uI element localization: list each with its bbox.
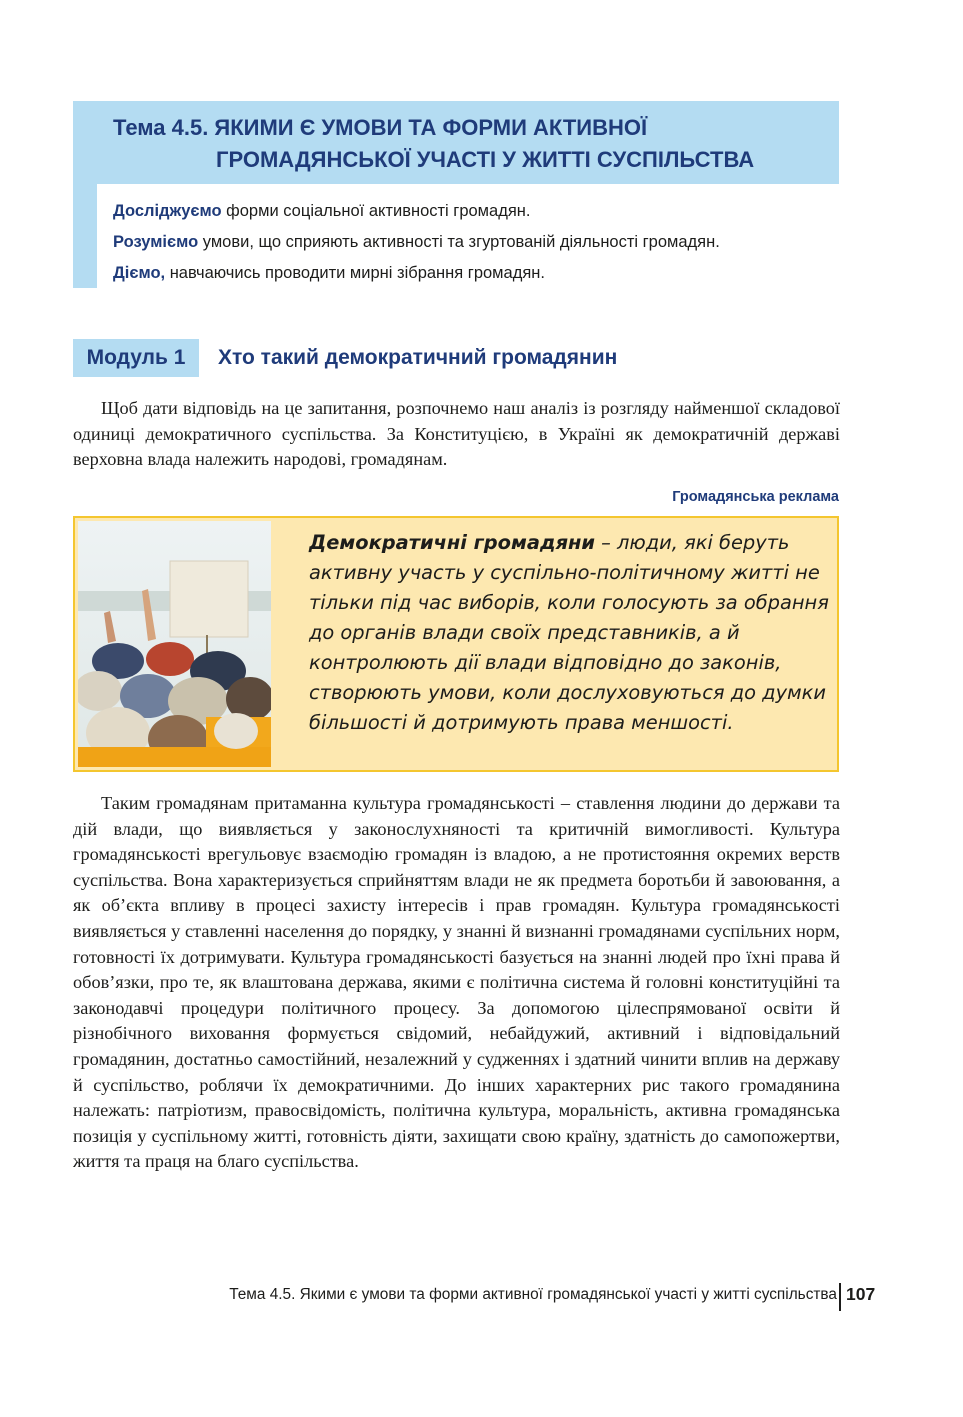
goal-item (113, 227, 853, 258)
ad-label: Громадянська реклама (672, 489, 839, 505)
goals-stripe (73, 184, 97, 288)
definition-text (309, 528, 829, 738)
main-paragraph: Таким громадянам притаманна культура громадянськості – ставлення людини до держави та дій влади, що виявляється у законослухняності та критичній вимогливості. Культура громадянськості врегульовує взаємодію громадян із владою, а не протистояння окремих верств суспільства. Вона характеризується сприйняттям влади не як предмета боротьби й завоювання, а як об’єкта впливу в процесі захисту інтересів і прав громадян. Культура громадянськості виявляється у ставленні населення до порядку, у знанні й визнанні громадянами суспільних норм, готовності їх дотримувати. Культура громадянськості базується на знанні людей про їхні права й обов’язки, про те, як влаштована держава, якими є політична система й головні конституційні та законодавчі процедури політичного процесу. За допомогою цілеспрямованої освіти й різнобічного виховання формується свідомий, небайдужий, активний і відповідальний громадянин, достатньо самостійний, незалежний у судженнях і здатний чинити вплив на державу й суспільство, роблячи їх демократичними. До інших характерних рис такого громадянина належать: патріотизм, правосвідомість, політична культура, моральність, активна громадянська позиція у суспільному житті, готовність діяти, захищати свою країну, здатність до самопожертви, життя та праця на благо суспільства. (73, 793, 840, 1172)
topic-title-line2: ГРОМАДЯНСЬКОЇ УЧАСТІ У ЖИТТІ СУСПІЛЬСТВА (216, 147, 755, 172)
goal-text: навчаючись проводити мирні зібрання громадян. (165, 264, 545, 282)
crowd-photo (78, 521, 271, 767)
definition-term: Демократичні громадяни (309, 531, 596, 554)
definition-box (73, 516, 839, 772)
goal-keyword: Діємо, (113, 264, 166, 282)
intro-paragraph: Щоб дати відповідь на це запитання, розпочнемо наш аналіз із розгляду найменшої складової одиниці демократичного суспільства. За Конституцією, в Україні як демократичній державі верховна влада належить народові, громадянам. (73, 398, 840, 470)
goal-keyword: Досліджуємо (113, 202, 222, 220)
goal-keyword: Розуміємо (113, 233, 199, 251)
module-label: Модуль 1 (73, 339, 199, 377)
goal-item (113, 258, 853, 289)
module-title: Хто такий демократичний громадянин (218, 346, 618, 369)
definition-body: – люди, які беруть активну участь у суспільно-політичному житті не тільки під час виборів, коли голосують за обрання до органів влади своїх представників, а й контролюють дії влади відповідно до законів, створюють умови, коли дослуховуються до думки більшості й дотримують права меншості. (309, 531, 829, 734)
goal-text: умови, що сприяють активності та згуртованій діяльності громадян. (198, 233, 720, 251)
learning-goals (113, 196, 853, 289)
footer-divider (839, 1283, 841, 1311)
topic-title-line1: Тема 4.5. ЯКИМИ Є УМОВИ ТА ФОРМИ АКТИВНОЇ (113, 115, 648, 140)
topic-title (113, 112, 833, 176)
goal-item (113, 196, 853, 227)
running-footer: Тема 4.5. Якими є умови та форми активної громадянської участі у житті суспільства (229, 1286, 837, 1303)
page-number: 107 (846, 1284, 876, 1304)
goal-text: форми соціальної активності громадян. (221, 202, 531, 220)
